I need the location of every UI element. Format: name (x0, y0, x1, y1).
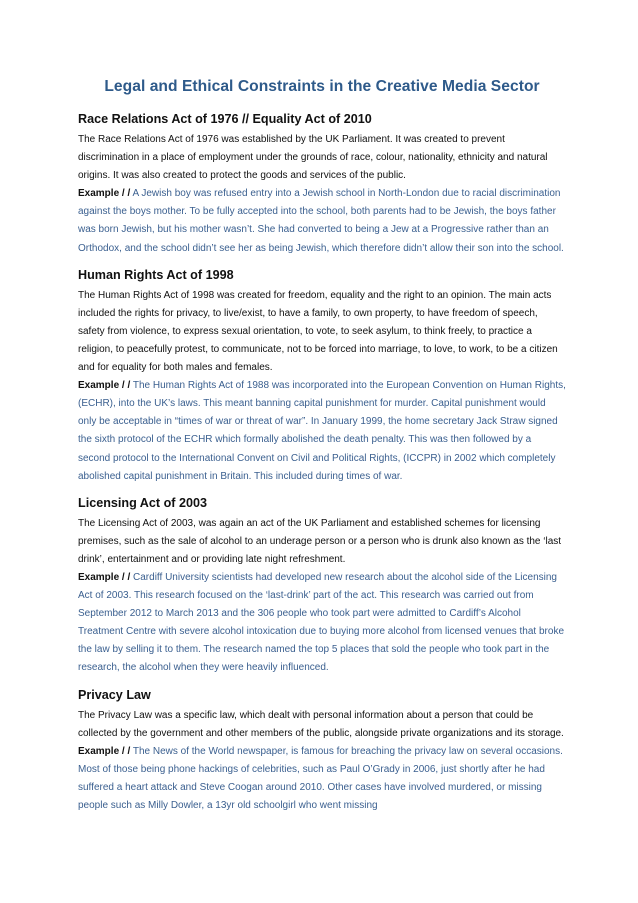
example-text: Cardiff University scientists had developed new research about the alcohol side of the Licensing Act of 2003. This research focused on the ‘last-drink’ part of the act. This research was carried out from September 2012 to March 2013 and the 306 people who took part were admitted to Cardiff’s Alcohol Treatment Centre with severe alcohol intoxication due to buying more alcohol from licensed venues that broke the law by selling it to them. The research named the top 5 places that sold the people who took part in the research, the alcohol when they were heavily influenced. (78, 571, 565, 674)
section-heading: Human Rights Act of 1998 (78, 267, 234, 282)
section-example (78, 185, 566, 257)
section-licensing (78, 494, 566, 678)
section-heading: Licensing Act of 2003 (78, 495, 208, 510)
example-label: Example / / (78, 380, 131, 392)
section-body: The Human Rights Act of 1998 was created for freedom, equality and the right to an opinion. The main acts included the rights for privacy, to live/exist, to have a family, to own property, to have freedom of speech, safety from violence, to express sexual orientation, to vote, to seek asylum, to think freely, to practice a religion, to peacefully protest, to communicate, not to be forced into marriage, to love, to work, to be a citizen and for equality for both males and females. (78, 289, 558, 374)
document-page (78, 76, 566, 823)
section-heading: Race Relations Act of 1976 // Equality Act of 2010 (78, 112, 372, 126)
section-example (78, 743, 566, 815)
section-human-rights (78, 266, 566, 486)
section-example (78, 377, 566, 486)
section-body: The Licensing Act of 2003, was again an act of the UK Parliament and established schemes for licensing premises, such as the sale of alcohol to an underage person or a person who is drunk also known as the ‘last drink’, entertainment and or providing late night refreshment. (78, 517, 562, 565)
example-label: Example / / (78, 745, 131, 757)
example-label: Example / / (78, 571, 131, 583)
document-title: Legal and Ethical Constraints in the Creative Media Sector (104, 78, 540, 95)
section-heading: Privacy Law (78, 687, 151, 702)
example-label: Example / / (78, 188, 131, 200)
section-privacy (78, 686, 566, 816)
example-text: A Jewish boy was refused entry into a Jewish school in North-London due to racial discrimination against the boys mother. To be fully accepted into the school, both parents had to be Jewish, the boys father was born Jewish, but his mother wasn’t. She had converted to being a Jew at a Progressive rather than an Orthodox, and the school didn’t see her as being Jewish, which therefore didn’t allow their son into the school. (78, 188, 564, 254)
example-text: The Human Rights Act of 1988 was incorporated into the European Convention on Human Rights, (ECHR), into the UK’s laws. This meant banning capital punishment for murder. Capital punishment would only be acceptable in “times of war or threat of war”. In January 1999, the home secretary Jack Straw signed the sixth protocol of the ECHR which formally abolished the death penalty. This was then followed by a second protocol to the International Convent on Civil and Political Rights, (ICCPR) in 2002 which completely abolished capital punishment in Britain. This included during times of war. (78, 380, 566, 482)
example-text: The News of the World newspaper, is famous for breaching the privacy law on several occasions. Most of those being phone hackings of celebrities, such as Paul O’Grady in 2006, just shortly after he had suffered a heart attack and Steve Coogan around 2010. Other cases have involved murdered, or missing people such as Milly Dowler, a 13yr old schoolgirl who went missing (78, 745, 563, 811)
section-race-relations (78, 110, 566, 258)
section-body: The Privacy Law was a specific law, which dealt with personal information about a person that could be collected by the government and other members of the public, alongside private organizations and its storage. (78, 709, 564, 739)
section-body: The Race Relations Act of 1976 was established by the UK Parliament. It was created to prevent discrimination in a place of employment under the grounds of race, colour, nationality, ethnicity and natural origins. It was also created to protect the goods and services of the public. (78, 134, 548, 182)
section-example (78, 569, 566, 678)
